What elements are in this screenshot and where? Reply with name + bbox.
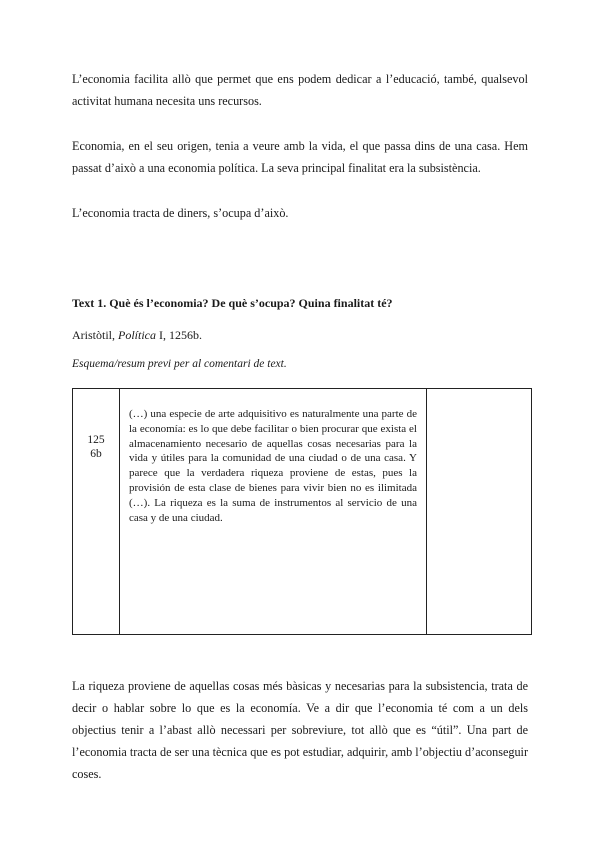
reference-line-1: 125 [87,434,105,446]
quote-cell [120,389,427,635]
paragraph-economy-origin: Economia, en el seu origen, tenia a veure amb la vida, el que passa dins de una casa. Hem passat d’això a una economia política. La seva principal finalitat era la subsistència. [72,139,528,175]
source-reference: I, 1256b. [156,328,203,342]
empty-notes-cell [427,389,532,635]
source-work: Política [118,328,157,342]
quote-text: (…) una especie de arte adquisitivo es naturalmente una parte de la economía: es lo que debe facilitar o bien procurar que exista el almacenamiento necesario de aquellas cosas necesarias para la vida y útiles para la comunidad de una ciudad o de una casa. Y parece que la verdadera riqueza proviene de estas, pues la provisión de esta clase de bienes para vivir bien no es ilimitada (…). La riqueza es la suma de instrumentos al servicio de una casa y de una ciudad. [129,408,417,524]
commentary-table [72,388,532,635]
reference-cell [73,389,120,635]
paragraph-economy-resources: L’economia facilita allò que permet que ens podem dedicar a l’educació, també, qualsevol activitat humana necesita uns recursos. [72,72,528,108]
paragraph-wealth-summary: La riqueza proviene de aquellas cosas més bàsicas y necesarias para la subsistencia, trata de decir o hablar sobre lo que es la economía. Ve a dir que l’economia té com a un dels objectius tenir a l’abast allò necessari per sobreviure, tot allò que es “útil”. Una part de l’economia tracta de ser una tècnica que es pot estudiar, adquirir, amb l’objectiu d’aconseguir coses. [72,679,528,781]
paragraph-economy-money: L’economia tracta de diners, s’ocupa d’això. [72,206,289,220]
source-citation [72,327,202,343]
reference-line-2: 6b [90,448,102,460]
table-row [73,389,532,635]
source-author: Aristòtil, [72,328,119,342]
scheme-note: Esquema/resum previ per al comentari de text. [72,358,287,370]
text-heading: Text 1. Què és l’economia? De què s’ocupa? Quina finalitat té? [72,296,393,310]
